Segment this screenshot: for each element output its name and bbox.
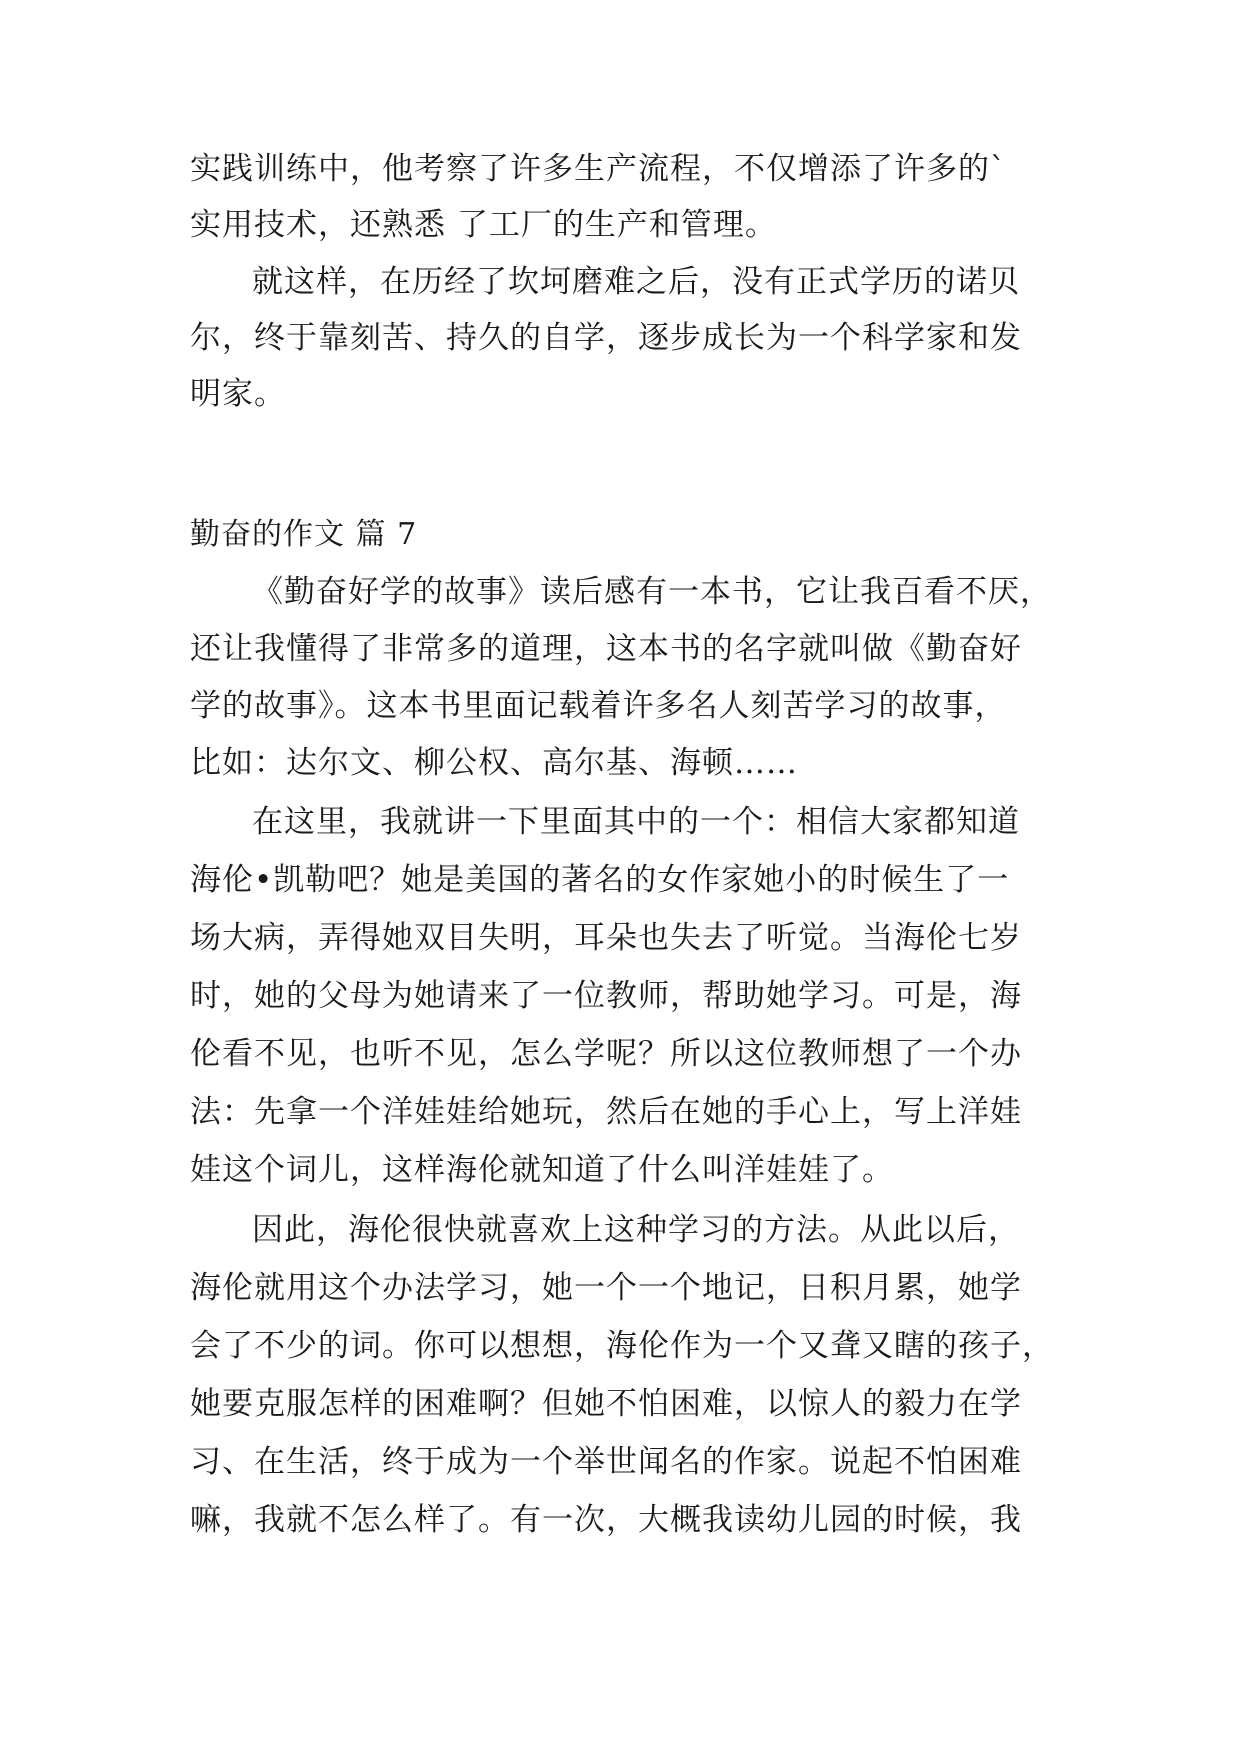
text-line: 还让我懂得了非常多的道理，这本书的名字就叫做《勤奋好 [190, 631, 1022, 667]
text-line: 习、在生活，终于成为一个举世闻名的作家。说起不怕困难 [190, 1444, 1022, 1480]
text-line: 她要克服怎样的困难啊？但她不怕困难，以惊人的毅力在学 [190, 1386, 1022, 1422]
text-line: 嘛，我就不怎么样了。有一次，大概我读幼儿园的时候，我 [190, 1502, 1022, 1538]
text-line: 因此，海伦很快就喜欢上这种学习的方法。从此以后， [252, 1212, 1020, 1248]
text-line: 海伦就用这个办法学习，她一个一个地记，日积月累，她学 [190, 1270, 1022, 1306]
text-line: 《勤奋好学的故事》读后感有一本书，它让我百看不厌， [252, 574, 1052, 610]
text-line: 就这样，在历经了坎坷磨难之后，没有正式学历的诺贝 [252, 264, 1020, 300]
text-line: 海伦•凯勒吧？她是美国的著名的女作家她小的时候生了一 [190, 862, 1010, 898]
text-line: 学的故事》。这本书里面记载着许多名人刻苦学习的故事， [190, 688, 1007, 724]
text-line: 尔，终于靠刻苦、持久的自学，逐步成长为一个科学家和发 [190, 320, 1022, 356]
text-line: 场大病，弄得她双目失明，耳朵也失去了听觉。当海伦七岁 [190, 920, 1022, 956]
text-line: 伦看不见，也听不见，怎么学呢？所以这位教师想了一个办 [190, 1036, 1022, 1072]
text-line: 在这里，我就讲一下里面其中的一个：相信大家都知道 [252, 804, 1020, 840]
text-line: 法：先拿一个洋娃娃给她玩，然后在她的手心上，写上洋娃 [190, 1094, 1022, 1130]
text-line: 会了不少的词。你可以想想，海伦作为一个又聋又瞎的孩子， [190, 1328, 1054, 1364]
text-line: 比如：达尔文、柳公权、高尔基、海顿…… [190, 745, 798, 781]
text-line: 时，她的父母为她请来了一位教师，帮助她学习。可是，海 [190, 978, 1022, 1014]
text-line: 实用技术，还熟悉 了工厂的生产和管理。 [190, 207, 777, 243]
text-line: 娃这个词儿，这样海伦就知道了什么叫洋娃娃了。 [190, 1152, 894, 1188]
section-heading: 勤奋的作文 篇 7 [190, 517, 418, 552]
text-line: 明家。 [190, 376, 286, 412]
text-line: 实践训练中，他考察了许多生产流程，不仅增添了许多的` [190, 151, 1007, 187]
